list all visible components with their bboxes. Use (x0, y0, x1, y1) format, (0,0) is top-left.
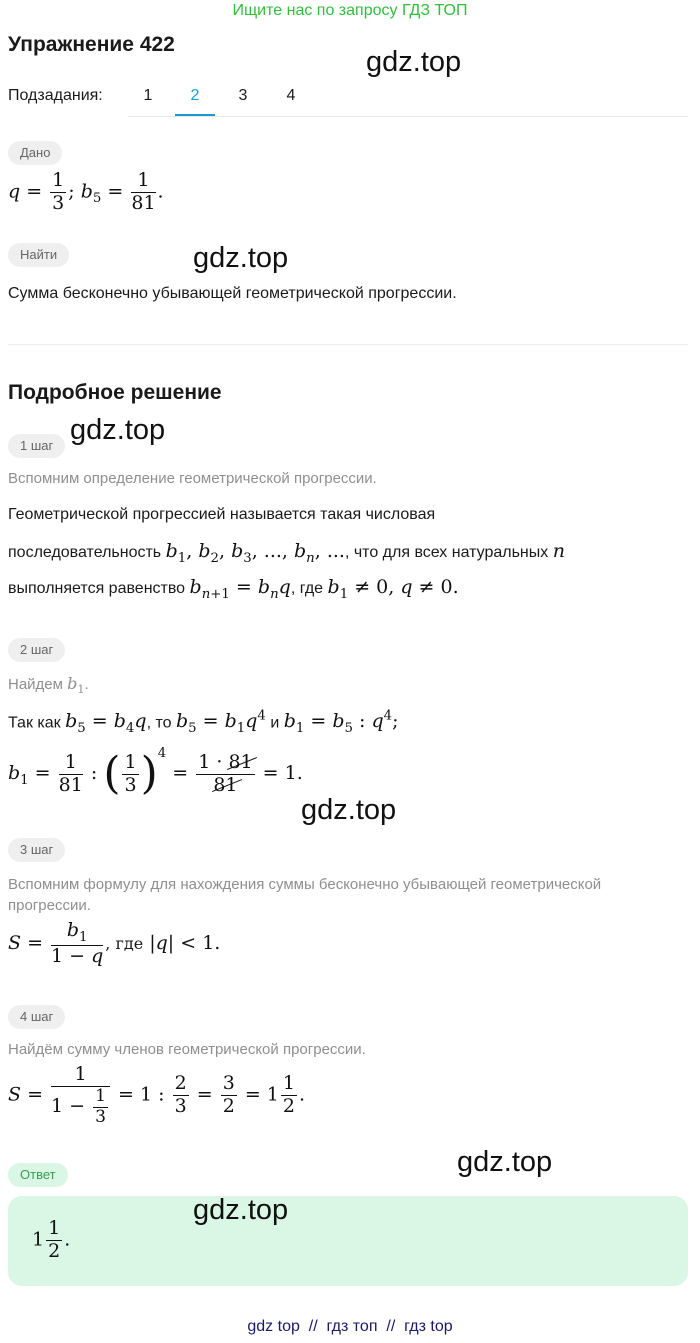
subtask-tab-1[interactable]: 1 (143, 87, 153, 104)
step-formula: S = 1 1 − $\frac{1}{3}$ = 1 : $\frac{2}{3}$ = $\frac{3}{2}$ = 1 $\frac{1}{2}$ . (8, 1063, 306, 1127)
subtask-tab-4[interactable]: 4 (286, 87, 296, 104)
page-title: Упражнение 422 (8, 33, 175, 56)
subtask-tab-2[interactable]: 2 (190, 87, 200, 104)
step-text: последовательность $b_1$, $b_2$, $b_3$, ..., $b_n$, ..., что для всех натуральных n (8, 540, 565, 566)
subtask-tab-3[interactable]: 3 (238, 87, 248, 104)
step-text: Так как $b_5 = b_4q$, то $b_5 = b_1q^4$ и $b_1 = b_5$ : $q^4$; (8, 709, 399, 737)
watermark: gdz.top (70, 414, 166, 446)
footer-links[interactable]: gdz top // гдз топ // гдз top (247, 1318, 453, 1335)
step-text: Геометрической прогрессией называется такая числовая (8, 506, 436, 523)
promo-banner[interactable]: Ищите нас по запросу ГДЗ ТОП (232, 2, 468, 19)
watermark: gdz.top (366, 46, 462, 78)
step-hint: Вспомним определение геометрической прогрессии. (8, 470, 377, 487)
find-pill: Найти (8, 243, 69, 267)
active-tab-indicator (175, 114, 215, 116)
watermark: gdz.top (457, 1146, 553, 1178)
answer-value: 1 $\frac{1}{2}$ . (32, 1217, 71, 1262)
step-hint: Вспомним формулу для нахождения суммы бесконечно убывающей геометрической прогрессии. (8, 876, 602, 914)
given-formula: q = $\frac{1}{3}$ ; $b_5$ = $\frac{1}{81}$ . (8, 169, 164, 214)
watermark: gdz.top (301, 794, 397, 826)
watermark: gdz.top (193, 1194, 289, 1226)
step-pill: 3 шаг (8, 838, 65, 862)
step-hint: Найдем $b_1$. (8, 674, 89, 697)
divider (8, 344, 688, 345)
step-formula: S = $\frac{b_1}{1 - q}$ , где |q| < 1. (8, 919, 221, 968)
answer-pill: Ответ (8, 1163, 68, 1187)
solution-title: Подробное решение (8, 381, 222, 404)
step-hint: Найдём сумму членов геометрической прогрессии. (8, 1041, 366, 1058)
step-text: выполняется равенство $b_{n+1} = b_nq$, где $b_1 \ne 0$, q ≠ 0. (8, 576, 459, 602)
watermark: gdz.top (193, 242, 289, 274)
step-pill: 2 шаг (8, 638, 65, 662)
step-pill: 1 шаг (8, 434, 65, 458)
subtask-tabs (128, 72, 688, 117)
answer-box (8, 1196, 688, 1286)
find-text: Сумма бесконечно убывающей геометрической прогрессии. (8, 285, 457, 302)
subtasks-label: Подзадания: (8, 87, 103, 104)
step-formula: $b_1$ = $\frac{1}{81}$ : ( $\frac{1}{3}$ )$^4$ = $\frac{1 \cdot 81}{81}$ = 1. (8, 746, 303, 799)
given-pill: Дано (8, 141, 62, 165)
step-pill: 4 шаг (8, 1005, 65, 1029)
